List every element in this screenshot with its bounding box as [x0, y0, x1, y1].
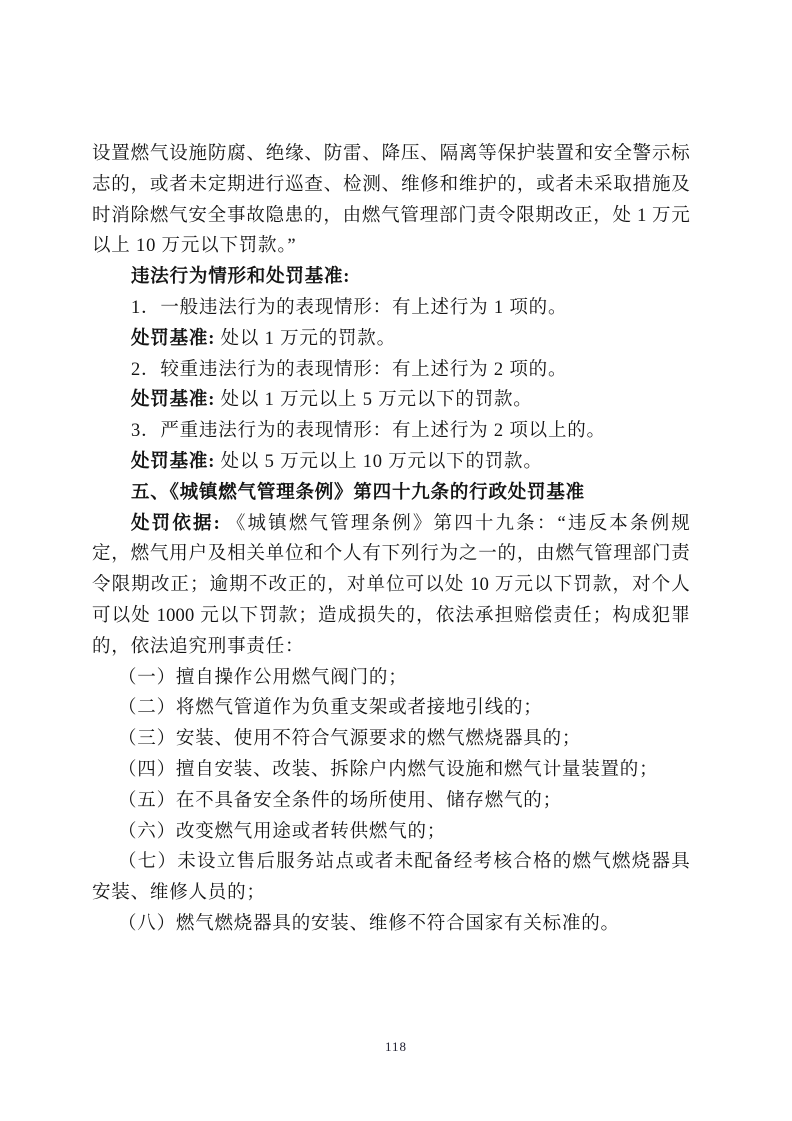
- text-line: （一）擅自操作公用燃气阀门的；: [118, 667, 408, 688]
- bold-label: 处罚基准:: [131, 451, 216, 472]
- text-line: （八）燃气燃烧器具的安装、维修不符合国家有关标准的。: [118, 913, 620, 934]
- text-line: 志的，或者未定期进行巡查、检测、维修和维护的，或者未采取措施及: [92, 174, 690, 195]
- text-line: 以上 10 万元以下罚款。”: [92, 236, 297, 257]
- bold-label: 处罚基准:: [131, 390, 216, 411]
- text-line: 3．严重违法行为的表现情形：有上述行为 2 项以上的。: [131, 421, 606, 442]
- text-line: （七）未设立售后服务站点或者未配备经考核合格的燃气燃烧器具: [118, 852, 690, 873]
- text-line: 令限期改正；逾期不改正的，对单位可以处 10 万元以下罚款，对个人: [92, 575, 690, 596]
- text-line: （三）安装、使用不符合气源要求的燃气燃烧器具的；: [118, 729, 582, 750]
- page-number: 118: [384, 1039, 408, 1054]
- text-line: 处罚依据: 《城镇燃气管理条例》第四十九条：“违反本条例规: [131, 513, 690, 534]
- text-line: 2．较重违法行为的表现情形：有上述行为 2 项的。: [131, 359, 568, 380]
- text-line: 可以处 1000 元以下罚款；造成损失的，依法承担赔偿责任；构成犯罪: [92, 605, 690, 626]
- text-line: 设置燃气设施防腐、绝缘、防雷、降压、隔离等保护装置和安全警示标: [92, 144, 690, 164]
- text-line: 违法行为情形和处罚基准:: [131, 267, 351, 288]
- text-line: 时消除燃气安全事故隐患的，由燃气管理部门责令限期改正，处 1 万元: [92, 205, 690, 226]
- text-line: 1．一般违法行为的表现情形：有上述行为 1 项的。: [131, 297, 568, 318]
- text-line: 的，依法追究刑事责任：: [92, 636, 305, 657]
- text-line: （二）将燃气管道作为负重支架或者接地引线的；: [118, 698, 543, 719]
- bold-label: 处罚依据:: [131, 513, 221, 534]
- text-line: （四）擅自安装、改装、拆除户内燃气设施和燃气计量装置的；: [118, 759, 659, 780]
- text-line: （五）在不具备安全条件的场所使用、储存燃气的；: [118, 790, 562, 811]
- text-line: 定，燃气用户及相关单位和个人有下列行为之一的，由燃气管理部门责: [92, 544, 690, 565]
- text-line: 处罚基准: 处以 5 万元以上 10 万元以下的罚款。: [131, 451, 543, 472]
- text-line: （六）改变燃气用途或者转供燃气的；: [118, 821, 447, 842]
- text-line: 处罚基准: 处以 1 万元的罚款。: [131, 328, 396, 349]
- text-line: 安装、维修人员的；: [92, 883, 266, 904]
- bold-label: 处罚基准:: [131, 328, 216, 349]
- document-body: [92, 139, 690, 940]
- text-line: 五、《城镇燃气管理条例》第四十九条的行政处罚基准: [131, 482, 585, 503]
- text-line: 处罚基准: 处以 1 万元以上 5 万元以下的罚款。: [131, 390, 533, 411]
